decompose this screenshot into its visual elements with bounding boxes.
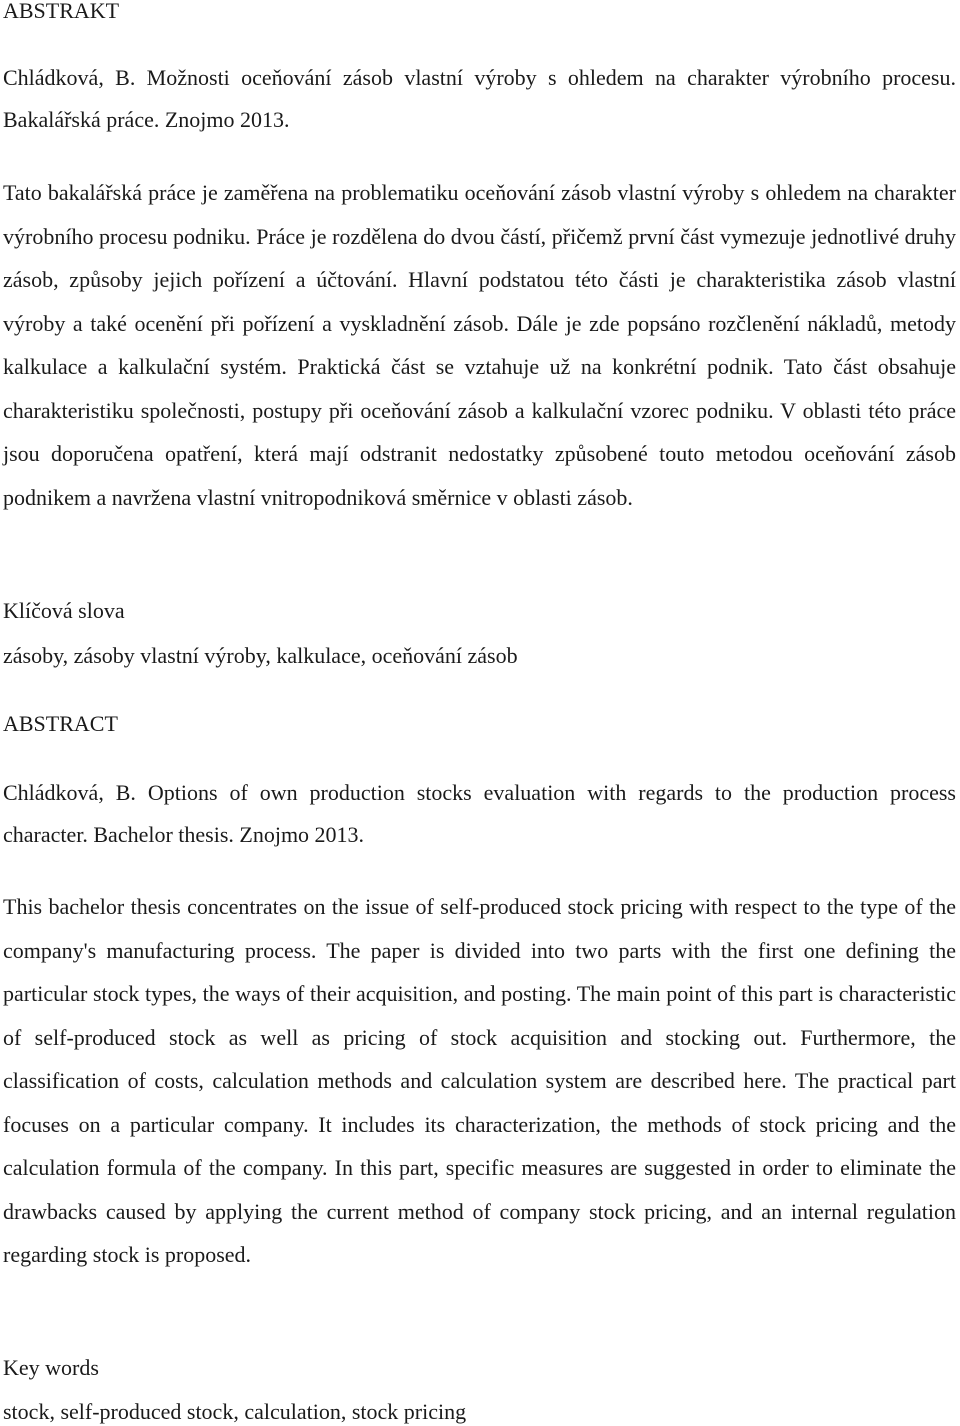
czech-citation: Chládková, B. Možnosti oceňování zásob vlastní výroby s ohledem na charakter výrobního procesu. Bakalářská práce. Znojmo 2013. — [3, 65, 956, 132]
english-citation: Chládková, B. Options of own production stocks evaluation with regards to the production process character. Bachelor thesis. Znojmo 2013. — [3, 780, 956, 847]
czech-keywords: zásoby, zásoby vlastní výroby, kalkulace, oceňování zásob — [3, 643, 518, 668]
english-keywords-heading: Key words — [3, 1355, 99, 1380]
czech-abstract-body: Tato bakalářská práce je zaměřena na problematiku oceňování zásob vlastní výroby s ohledem na charakter výrobního procesu podniku. Práce je rozdělena do dvou částí, přičemž první část vymezuje jednotlivé druhy zásob, způsoby jejich pořízení a účtování. Hlavní podstatou této části je charakteristika zásob vlastní výroby a také ocenění při pořízení a vyskladnění zásob. Dále je zde popsáno rozčlenění nákladů, metody kalkulace a kalkulační systém. Praktická část se vztahuje už na konkrétní podnik. Tato část obsahuje charakteristiku společnosti, postupy při oceňování zásob a kalkulační vzorec podniku. V oblasti této práce jsou doporučena opatření, která mají odstranit nedostatky způsobené touto metodou oceňování zásob podnikem a navržena vlastní vnitropodniková směrnice v oblasti zásob. — [3, 180, 956, 510]
english-keywords: stock, self-produced stock, calculation, stock pricing — [3, 1399, 467, 1424]
english-abstract-heading: ABSTRACT — [3, 711, 118, 736]
english-abstract-body: This bachelor thesis concentrates on the issue of self-produced stock pricing with respect to the type of the company's manufacturing process. The paper is divided into two parts with the first one defining the particular stock types, the ways of their acquisition, and posting. The main point of this part is characteristic of self-produced stock as well as pricing of stock acquisition and stocking out. Furthermore, the classification of costs, calculation methods and calculation system are described here. The practical part focuses on a particular company. It includes its characterization, the methods of stock pricing and the calculation formula of the company. In this part, specific measures are suggested in order to eliminate the drawbacks caused by applying the current method of company stock pricing, and an internal regulation regarding stock is proposed. — [3, 894, 956, 1267]
czech-keywords-heading: Klíčová slova — [3, 598, 125, 623]
czech-abstract-heading: ABSTRAKT — [3, 0, 120, 23]
